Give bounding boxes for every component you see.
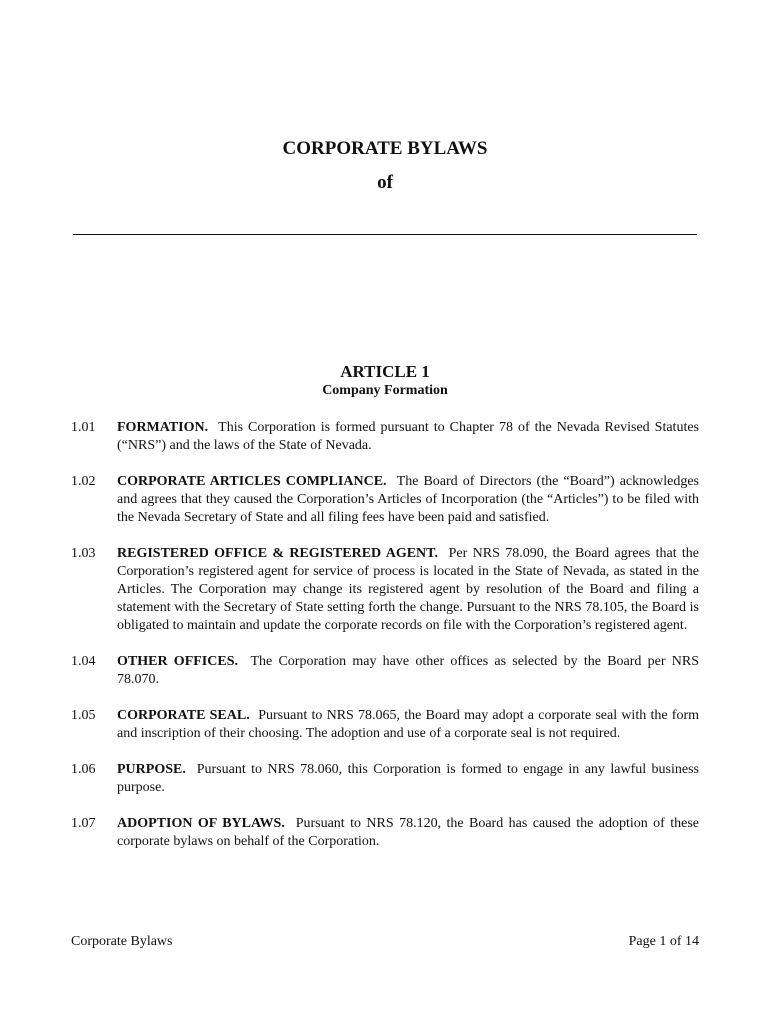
section-heading: FORMATION. xyxy=(117,420,209,435)
page-footer xyxy=(71,934,699,950)
section-body xyxy=(117,473,699,527)
section-number: 1.05 xyxy=(71,708,96,723)
article-subheading: Company Formation xyxy=(322,383,448,398)
section-heading: CORPORATE SEAL. xyxy=(117,708,250,723)
article-heading: ARTICLE 1 xyxy=(340,362,430,381)
section-body xyxy=(117,815,699,851)
section-body xyxy=(117,419,699,455)
section-text: The Corporation may have other offices as selected by the Board per NRS 78.070. xyxy=(117,654,699,687)
section-text: The Board of Directors (the “Board”) acknowledges and agrees that they caused the Corporation’s Articles of Incorporation (the “Articles”) to be filed with the Nevada Secretary of State and all filing fees have been paid and satisfied. xyxy=(117,474,700,525)
footer-document-name: Corporate Bylaws xyxy=(71,934,173,949)
section-1-01 xyxy=(71,419,699,455)
section-body xyxy=(117,545,699,635)
section-1-06 xyxy=(71,761,699,797)
section-1-04 xyxy=(71,653,699,689)
sections-list xyxy=(71,419,699,869)
section-number: 1.02 xyxy=(71,474,96,489)
section-number: 1.01 xyxy=(71,420,96,435)
section-1-03 xyxy=(71,545,699,635)
section-text: Pursuant to NRS 78.060, this Corporation is formed to engage in any lawful business purpose. xyxy=(117,762,700,795)
section-body xyxy=(117,653,699,689)
footer-page-number: Page 1 of 14 xyxy=(628,934,699,949)
section-1-07 xyxy=(71,815,699,851)
section-body xyxy=(117,707,699,743)
section-text: Per NRS 78.090, the Board agrees that the Corporation’s registered agent for service of process is located in the State of Nevada, as stated in the Articles. The Corporation may change its registered agent by resolution of the Board and filing a statement with the Secretary of State setting forth the change. Pursuant to the NRS 78.105, the Board is obligated to maintain and update the corporate records on file with the Corporation’s registered agent. xyxy=(117,546,700,633)
section-1-02 xyxy=(71,473,699,527)
section-number: 1.06 xyxy=(71,762,96,777)
section-body xyxy=(117,761,699,797)
section-text: Pursuant to NRS 78.120, the Board has caused the adoption of these corporate bylaws on behalf of the Corporation. xyxy=(117,816,700,849)
section-1-05 xyxy=(71,707,699,743)
title-of: of xyxy=(377,172,393,193)
document-title: CORPORATE BYLAWS xyxy=(282,138,488,159)
section-text: Pursuant to NRS 78.065, the Board may adopt a corporate seal with the form and inscription of their choosing. The adoption and use of a corporate seal is not required. xyxy=(117,708,700,741)
section-heading: CORPORATE ARTICLES COMPLIANCE. xyxy=(117,474,387,489)
section-heading: PURPOSE. xyxy=(117,762,186,777)
section-number: 1.07 xyxy=(71,816,96,831)
section-heading: REGISTERED OFFICE & REGISTERED AGENT. xyxy=(117,546,438,561)
section-number: 1.04 xyxy=(71,654,96,669)
section-heading: OTHER OFFICES. xyxy=(117,654,238,669)
section-number: 1.03 xyxy=(71,546,96,561)
company-name-blank-line xyxy=(73,234,697,235)
section-heading: ADOPTION OF BYLAWS. xyxy=(117,816,285,831)
section-text: This Corporation is formed pursuant to Chapter 78 of the Nevada Revised Statutes (“NRS”) and the laws of the State of Nevada. xyxy=(117,420,700,453)
